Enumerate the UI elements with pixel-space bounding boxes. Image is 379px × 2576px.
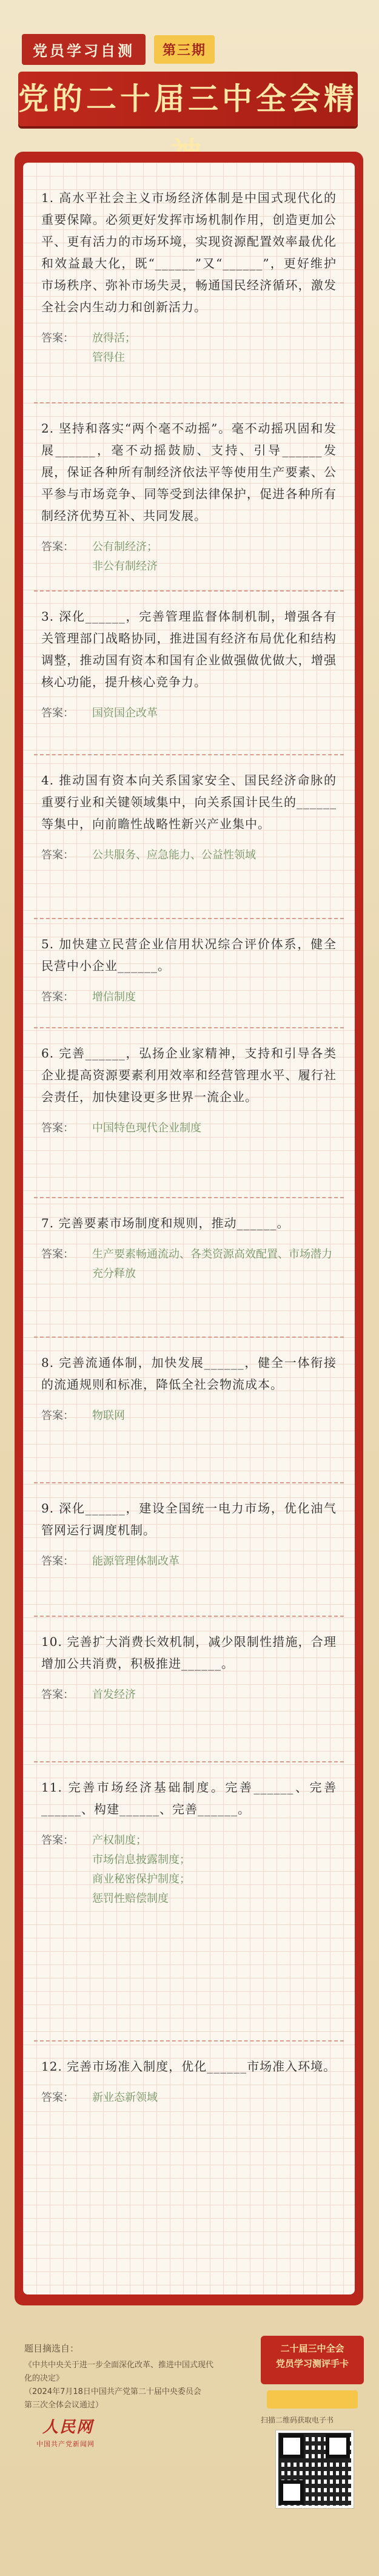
- answer-row: [41, 538, 337, 576]
- dashed-divider: [34, 1761, 344, 1762]
- answer-value: 首发经济: [92, 1688, 136, 1701]
- answer-row: [41, 1552, 337, 1571]
- question-block: [41, 769, 337, 865]
- answer-values: [92, 1406, 125, 1426]
- answer-row: [41, 704, 337, 723]
- question-text: 7. 完善要素市场制度和规则，推动______。: [41, 1216, 290, 1230]
- badge-line-2: 党员学习测评手卡: [275, 2358, 349, 2369]
- dashed-divider: [34, 1197, 344, 1198]
- answer-label: 答案：: [41, 707, 74, 720]
- answer-row: [41, 1406, 337, 1426]
- question-text: 12. 完善市场准入制度，优化______市场准入环境。: [41, 2059, 337, 2074]
- tag-row: [22, 34, 215, 65]
- answer-values: [92, 846, 256, 865]
- dashed-divider: [34, 1027, 344, 1028]
- dashed-divider: [34, 1337, 344, 1338]
- dashed-divider: [34, 1616, 344, 1617]
- qr-corner-icon: [280, 2434, 304, 2458]
- notebook-frame: [15, 152, 363, 2305]
- dashed-divider: [34, 754, 344, 755]
- answer-label: 答案：: [41, 332, 74, 345]
- answer-row: [41, 1831, 337, 1909]
- dashed-divider: [34, 590, 344, 592]
- logo-subtitle: 中国共产党新闻网: [36, 2440, 95, 2448]
- answer-values: [92, 1245, 337, 1284]
- answer-values: [92, 2088, 158, 2108]
- answer-value: 商业秘密保护制度；: [92, 1873, 190, 1886]
- answer-values: [92, 1119, 201, 1138]
- answer-value: 非公有制经济: [92, 560, 158, 573]
- answer-value: 新业态新领域: [92, 2091, 158, 2104]
- header: [0, 0, 379, 164]
- answer-value: 增信制度: [92, 991, 136, 1003]
- answer-label: 答案：: [41, 991, 74, 1003]
- badge-line-1: 二十届三中全会: [280, 2343, 344, 2354]
- question-text: 11. 完善市场经济基础制度。完善______、完善______、构建______、完善______。: [41, 1780, 337, 1816]
- source-title: 题目摘选自：: [24, 2343, 79, 2354]
- answer-label: 答案：: [41, 1122, 74, 1135]
- grid-paper: [23, 163, 355, 2294]
- question-text: 6. 完善______，弘扬企业家精神，支持和引导各类企业提高资源要素利用效率和经营管理水平、履行社会责任，加快建设更多世界一流企业。: [41, 1046, 337, 1104]
- answer-values: [92, 704, 158, 723]
- answer-row: [41, 846, 337, 865]
- answer-values: [92, 538, 158, 576]
- answer-values: [92, 988, 136, 1007]
- question-text: 3. 深化______，完善管理监督体制机制，增强各有关管理部门战略协同，推进国有经济布局优化和结构调整，推动国有资本和国有企业做强做优做大，增强核心功能，提升核心竞争力。: [41, 609, 337, 689]
- answer-value: 公共服务、应急能力、公益性领域: [92, 849, 256, 861]
- answer-label: 答案：: [41, 849, 74, 861]
- source-line: 第三次全体会议通过）: [24, 2401, 104, 2410]
- answer-value: 公有制经济；: [92, 541, 158, 553]
- answer-label: 答案：: [41, 2091, 74, 2104]
- answer-label: 答案：: [41, 1248, 74, 1261]
- question-block: [41, 1352, 337, 1426]
- people-daily-logo: 人民网: [42, 2418, 94, 2436]
- question-block: [41, 605, 337, 723]
- answer-values: [92, 329, 136, 368]
- question-block: [41, 417, 337, 576]
- source-lines: [24, 2359, 218, 2412]
- qr-label: 扫描二维码获取电子书: [261, 2416, 334, 2424]
- question-block: [41, 1631, 337, 1705]
- dashed-divider: [34, 2040, 344, 2042]
- answer-values: [92, 1685, 136, 1705]
- answer-value: 惩罚性赔偿制度: [92, 1892, 169, 1905]
- handbook-badge: [261, 2336, 364, 2384]
- answer-value: 国资国企改革: [92, 707, 158, 720]
- series-tag: 党员学习自测: [22, 34, 146, 65]
- answer-value: 放得活；: [92, 332, 136, 345]
- qr-corner-icon: [326, 2434, 350, 2458]
- question-text: 8. 完善流通体制，加快发展______，健全一体衔接的流通规则和标准，降低全社会物流成本。: [41, 1355, 337, 1392]
- footer: [0, 2324, 379, 2576]
- dashed-divider: [34, 402, 344, 403]
- question-text: 10. 完善扩大消费长效机制，减少限制性措施，合理增加公共消费，积极推进______。: [41, 1634, 337, 1671]
- dashed-divider: [34, 918, 344, 919]
- question-text: 5. 加快建立民营企业信用状况综合评价体系，健全民营中小企业______。: [41, 937, 337, 973]
- answer-label: 答案：: [41, 1555, 74, 1568]
- answer-row: [41, 2088, 337, 2108]
- question-text: 2. 坚持和落实“两个毫不动摇”。毫不动摇巩固和发展______，毫不动摇鼓励、支持、引导______发展，保证各种所有制经济依法平等使用生产要素、公平参与市场竞争、同等受到法律保护，促进各种所有制经济优势互补、共同发展。: [41, 421, 337, 523]
- book-icon: [267, 2390, 358, 2409]
- answer-value: 能源管理体制改革: [92, 1555, 179, 1568]
- answer-values: [92, 1831, 190, 1909]
- answer-row: [41, 329, 337, 368]
- question-text: 1. 高水平社会主义市场经济体制是中国式现代化的重要保障。必须更好发挥市场机制作用，创造更加公平、更有活力的市场环境，实现资源配置效率最优化和效益最大化，既“______”又“______”，更好维护市场秩序、弥补市场失灵，畅通国民经济循环，激发全社会内生动力和创新活力。: [41, 191, 337, 314]
- qr-code-icon[interactable]: [276, 2430, 354, 2508]
- answer-label: 答案：: [41, 1834, 74, 1847]
- question-block: [41, 2055, 337, 2108]
- answer-row: [41, 1245, 337, 1284]
- issue-badge: 第三期: [154, 35, 215, 64]
- answer-label: 答案：: [41, 1409, 74, 1422]
- question-block: [41, 1212, 337, 1284]
- answer-row: [41, 988, 337, 1007]
- answer-row: [41, 1685, 337, 1705]
- question-block: [41, 187, 337, 368]
- dashed-divider: [34, 1482, 344, 1483]
- answer-row: [41, 1119, 337, 1138]
- answer-value: 中国特色现代企业制度: [92, 1122, 201, 1135]
- question-block: [41, 933, 337, 1007]
- page-title: 党的二十届三中全会精: [18, 72, 358, 126]
- answer-label: 答案：: [41, 541, 74, 553]
- answer-value: 市场信息披露制度；: [92, 1853, 190, 1866]
- source-line: 《中共中央关于进一步全面深化改革、推进中国式现代化的决定》: [24, 2361, 214, 2383]
- qr-corner-icon: [280, 2480, 304, 2504]
- answer-value: 物联网: [92, 1409, 125, 1422]
- answer-values: [92, 1552, 179, 1571]
- answer-value: 管得住: [92, 351, 125, 364]
- answer-label: 答案：: [41, 1688, 74, 1701]
- question-text: 4. 推动国有资本向关系国家安全、国民经济命脉的重要行业和关键领域集中，向关系国计民生的______等集中，向前瞻性战略性新兴产业集中。: [41, 773, 337, 831]
- source-line: （2024年7月18日中国共产党第二十届中央委员会: [24, 2387, 201, 2396]
- question-block: [41, 1776, 337, 1909]
- answer-value: 产权制度；: [92, 1834, 147, 1847]
- question-text: 9. 深化______，建设全国统一电力市场，优化油气管网运行调度机制。: [41, 1501, 337, 1537]
- question-block: [41, 1497, 337, 1571]
- answer-value: 生产要素畅通流动、各类资源高效配置、市场潜力充分释放: [92, 1248, 332, 1280]
- question-block: [41, 1042, 337, 1138]
